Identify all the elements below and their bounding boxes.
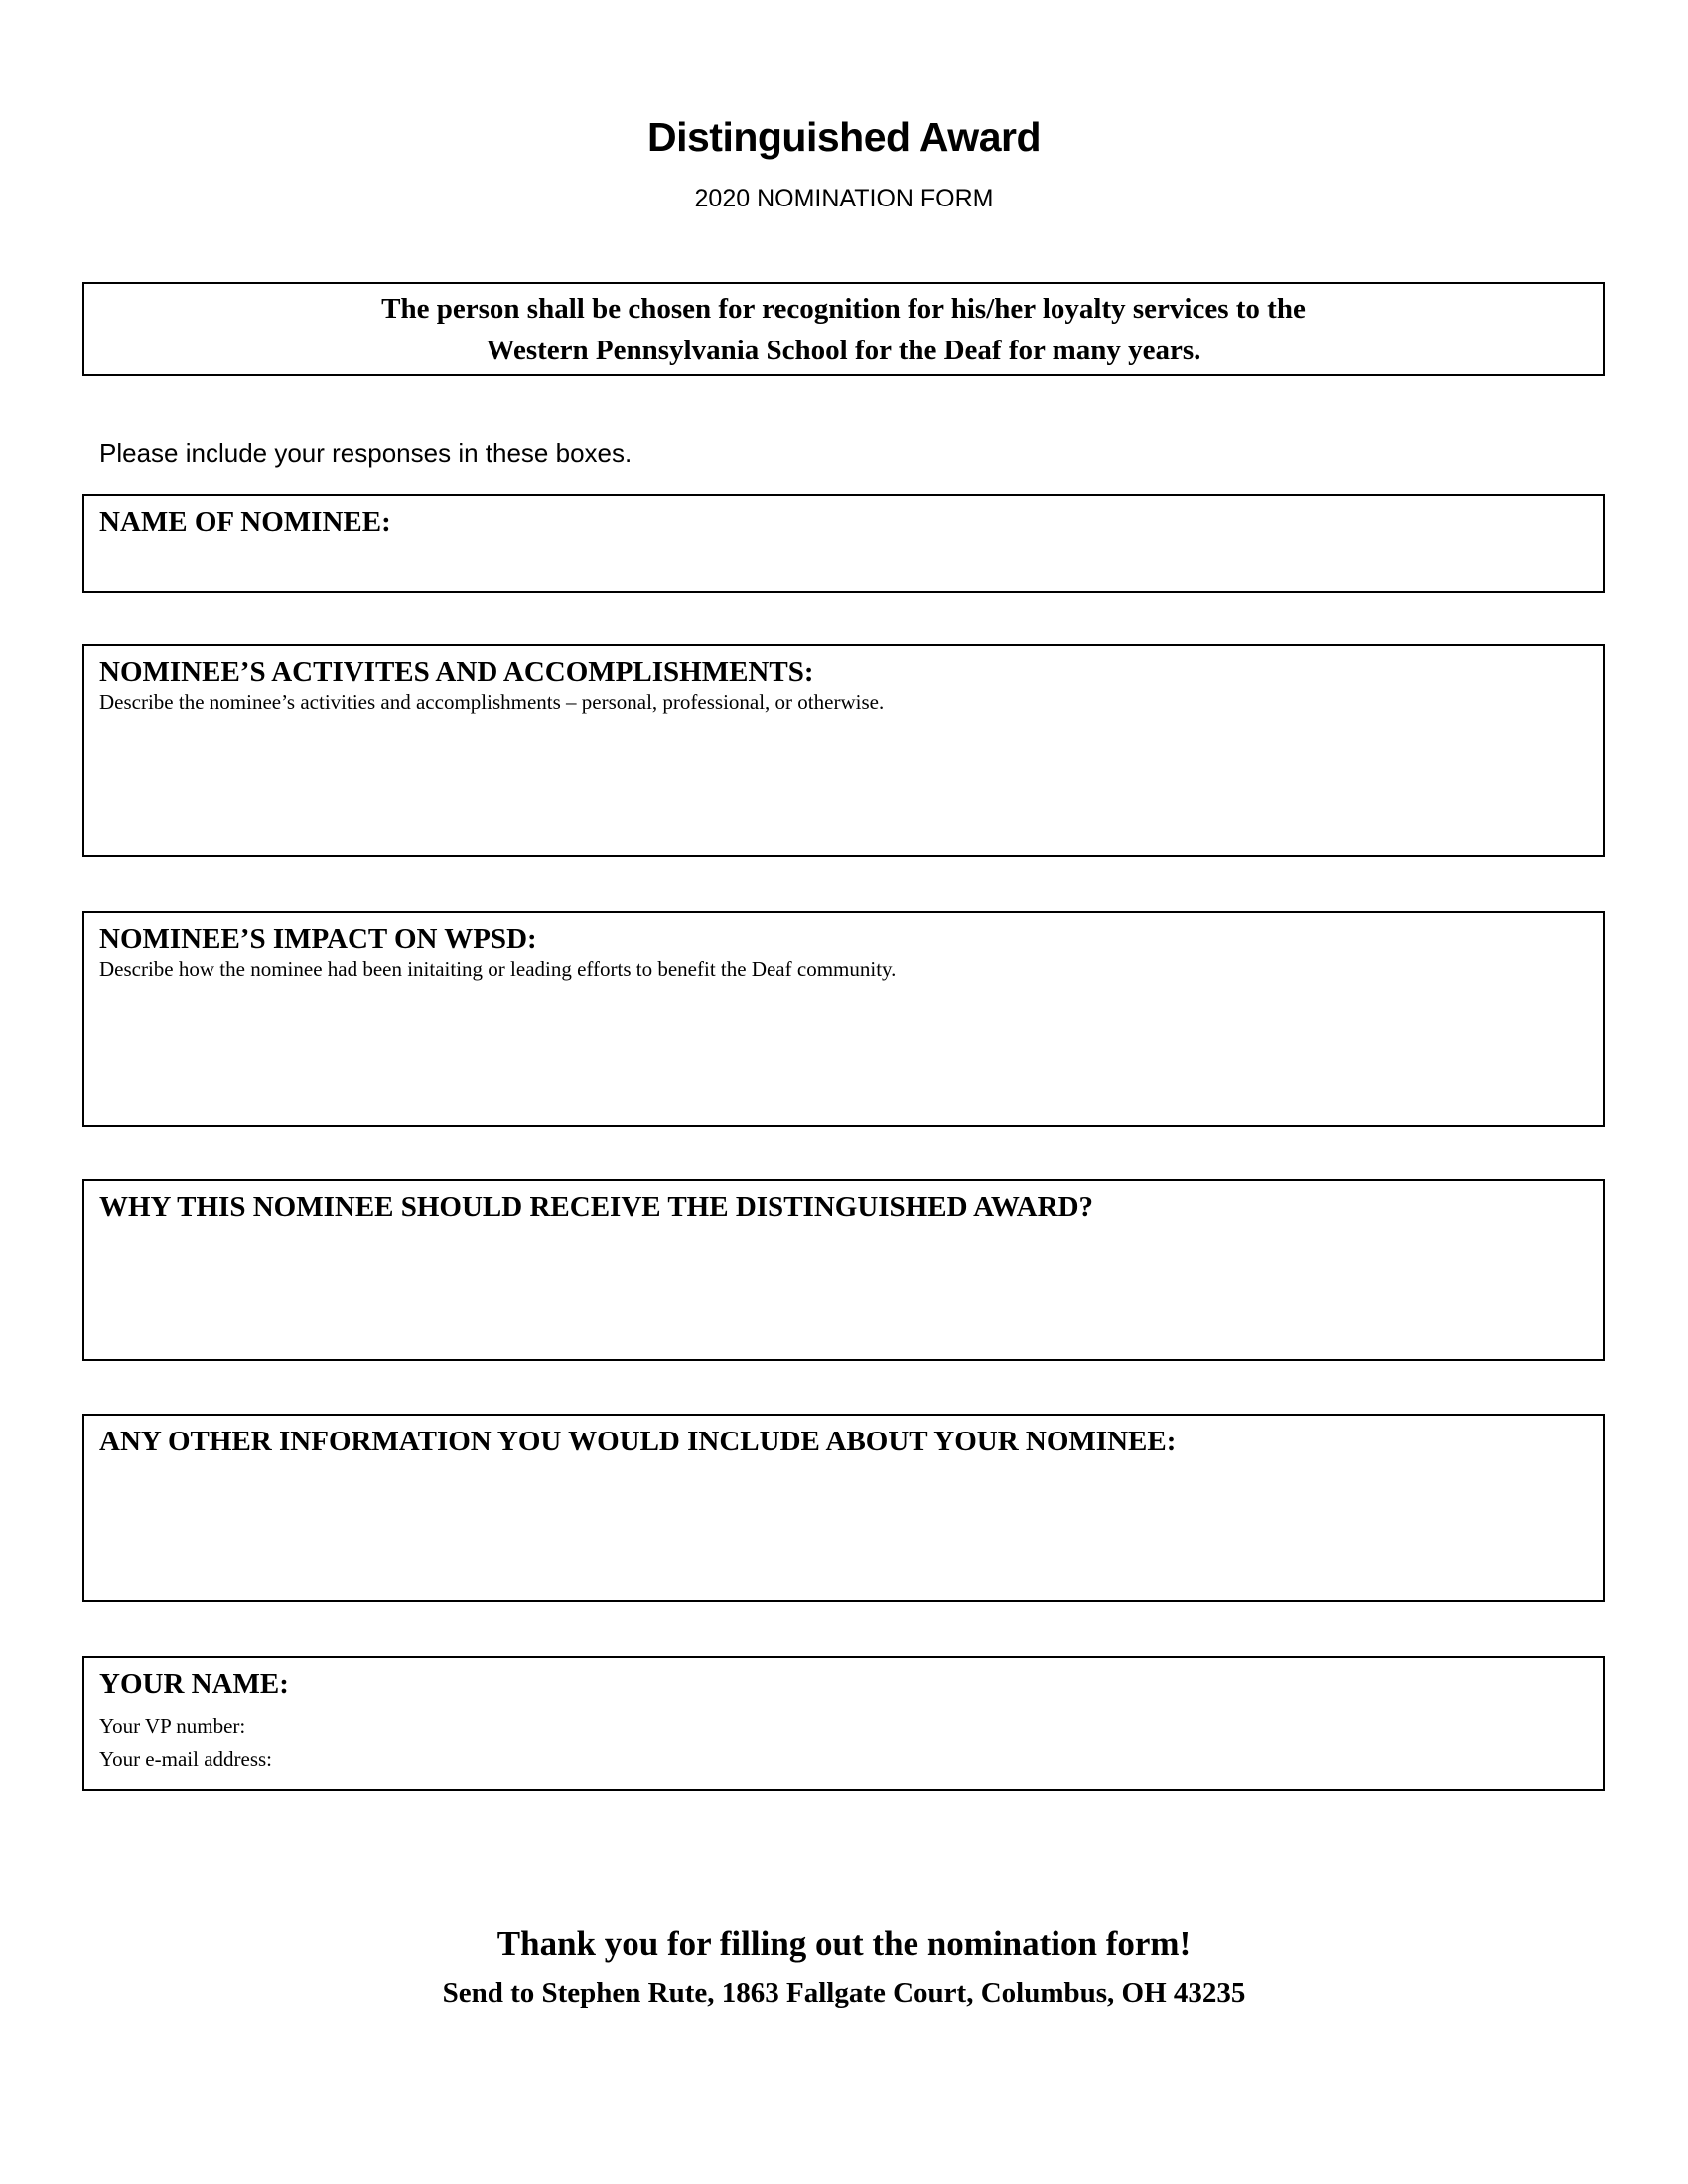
criteria-line-1: The person shall be chosen for recognition for his/her loyalty services to the (381, 293, 1306, 325)
form-title: Distinguished Award (647, 114, 1041, 160)
form-subtitle: 2020 NOMINATION FORM (694, 185, 994, 212)
why-label: WHY THIS NOMINEE SHOULD RECEIVE THE DISTINGUISHED AWARD? (99, 1191, 1094, 1223)
other-info-label: ANY OTHER INFORMATION YOU WOULD INCLUDE ABOUT YOUR NOMINEE: (99, 1426, 1177, 1457)
mailing-address: Send to Stephen Rute, 1863 Fallgate Court, Columbus, OH 43235 (442, 1978, 1246, 2009)
nominee-name-input[interactable] (99, 539, 1588, 564)
email-label: Your e-mail address: (99, 1747, 273, 1771)
why-box[interactable] (82, 1179, 1605, 1361)
impact-input[interactable] (99, 982, 1588, 1106)
thank-you-message: Thank you for filling out the nomination form! (496, 1924, 1192, 1963)
impact-box[interactable] (82, 911, 1605, 1127)
instructions-text: Please include your responses in these boxes. (99, 438, 633, 468)
criteria-box (82, 282, 1605, 376)
activities-input[interactable] (99, 715, 1588, 839)
activities-description: Describe the nominee’s activities and accomplishments – personal, professional, or otherwise. (99, 690, 885, 714)
criteria-line-2: Western Pennsylvania School for the Deaf for many years. (486, 335, 1201, 366)
other-info-input[interactable] (99, 1458, 1588, 1558)
nominee-name-label: NAME OF NOMINEE: (99, 506, 391, 538)
impact-label: NOMINEE’S IMPACT ON WPSD: (99, 923, 537, 955)
your-name-label: YOUR NAME: (99, 1668, 289, 1700)
why-input[interactable] (99, 1224, 1588, 1323)
activities-box[interactable] (82, 644, 1605, 857)
nominee-name-box[interactable] (82, 494, 1605, 593)
vp-number-label: Your VP number: (99, 1714, 246, 1738)
your-name-box[interactable] (82, 1656, 1605, 1791)
activities-label: NOMINEE’S ACTIVITES AND ACCOMPLISHMENTS: (99, 656, 814, 688)
other-info-box[interactable] (82, 1414, 1605, 1602)
impact-description: Describe how the nominee had been initaiting or leading efforts to benefit the Deaf community. (99, 957, 897, 981)
